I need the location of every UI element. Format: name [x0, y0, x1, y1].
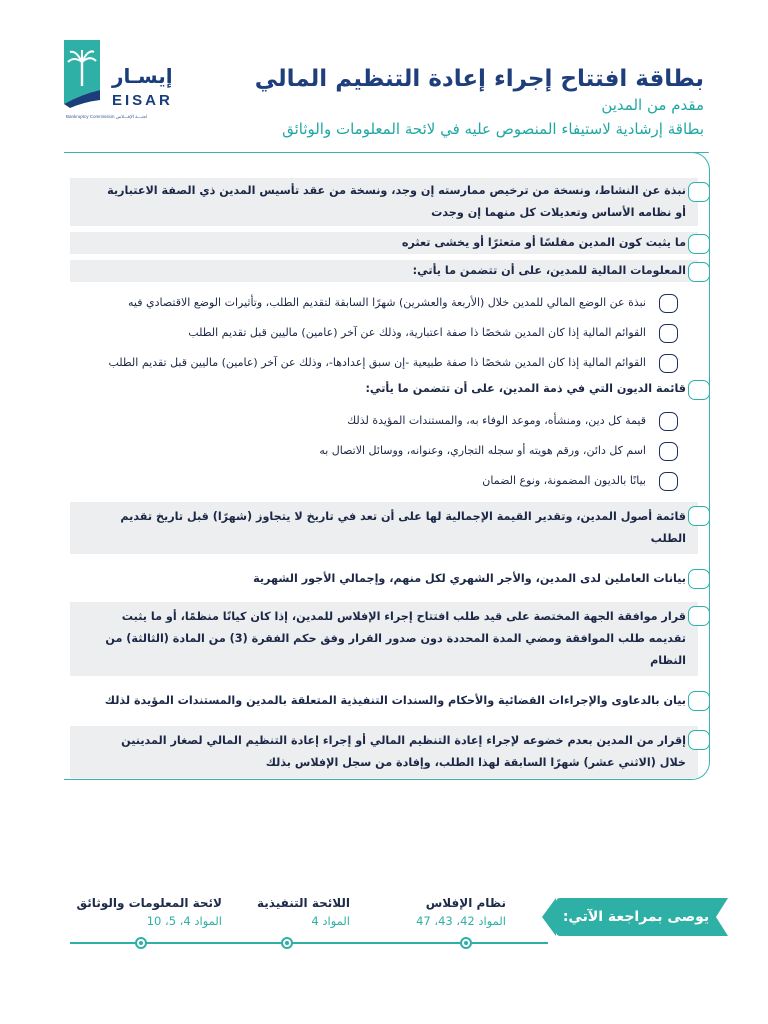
checkbox-icon[interactable] — [688, 262, 710, 282]
checkbox-icon[interactable] — [688, 234, 710, 254]
reference-articles: المواد 4، 5، 10 — [146, 914, 222, 928]
checklist-subitem — [70, 288, 698, 318]
reference-name: نظام الإفلاس — [425, 896, 506, 910]
checkbox-icon[interactable] — [688, 182, 710, 202]
reference-name: لائحة المعلومات والوثائق — [76, 896, 222, 910]
checklist-subitem-text: قيمة كل دين، ومنشأه، وموعد الوفاء به، والمستندات المؤيدة لذلك — [347, 414, 646, 427]
checklist-subitem-text: القوائم المالية إذا كان المدين شخصًا ذا صفة اعتبارية، وذلك عن آخر (عامين) ماليين قبل تقديم الطلب — [188, 326, 646, 339]
checkbox-icon[interactable] — [659, 472, 678, 491]
page-description: بطاقة إرشادية لاستيفاء المنصوص عليه في لائحة المعلومات والوثائق — [282, 120, 704, 138]
checklist-item-text: قائمة الديون التي في ذمة المدين، على أن تتضمن ما يأتي: — [365, 382, 686, 395]
checklist-item — [70, 178, 698, 226]
recommendation-badge: يوصى بمراجعة الآتي: — [556, 898, 716, 936]
logo-subtitle: Bankruptcy Commission لجنـــة الإفـــلاس — [66, 114, 148, 119]
checklist-subitem — [70, 466, 698, 496]
reference-implementing-regulations — [257, 896, 350, 928]
checklist-subitem-text: نبذة عن الوضع المالي للمدين خلال (الأربعة والعشرين) شهرًا السابقة لتقديم الطلب، وتأثيرات الوضع الاقتصادي فيه — [128, 296, 646, 309]
checklist-item-text: قرار موافقة الجهة المختصة على قيد طلب افتتاح إجراء الإفلاس للمدين، إذا كان كيانًا منظمًا، أو ما يثبت تقديمه طلب الموافقة ومضي المدة المحددة دون صدور القرار وفق حكم الفقرة (3) من المادة (الثالثة) من النظام — [105, 610, 686, 667]
checklist-subitem-text: القوائم المالية إذا كان المدين شخصًا ذا صفة طبيعية -إن سبق إعدادها-، وذلك عن آخر (عامين) ماليين قبل تقديم الطلب — [108, 356, 646, 369]
timeline-dot — [135, 937, 147, 949]
checklist-subitem — [70, 348, 698, 378]
checklist-item — [70, 378, 698, 400]
checkbox-icon[interactable] — [659, 294, 678, 313]
checkbox-icon[interactable] — [659, 354, 678, 373]
timeline-dot — [460, 937, 472, 949]
checkbox-icon[interactable] — [688, 606, 710, 626]
checklist-item-text: قائمة أصول المدين، وتقدير القيمة الإجمالية لها على أن تعد في تاريخ لا يتجاوز (شهرًا) قبل تاريخ تقديم الطلب — [120, 510, 686, 545]
checklist-item — [70, 566, 698, 592]
checkbox-icon[interactable] — [688, 380, 710, 400]
checklist-subitem — [70, 436, 698, 466]
checklist-subitem-text: بيانًا بالديون المضمونة، ونوع الضمان — [482, 474, 646, 487]
checklist — [70, 178, 698, 778]
checklist-item — [70, 602, 698, 676]
page-subtitle: مقدم من المدين — [601, 96, 704, 114]
checkbox-icon[interactable] — [659, 442, 678, 461]
checklist-item — [70, 260, 698, 282]
checklist-subitem — [70, 318, 698, 348]
checklist-item — [70, 688, 698, 714]
logo-arabic-text: إيسـار — [112, 64, 173, 88]
checklist-item-text: بيان بالدعاوى والإجراءات القضائية والأحكام والسندات التنفيذية المتعلقة بالمدين والمستندات المؤيدة لذلك — [104, 694, 686, 707]
checkbox-icon[interactable] — [688, 730, 710, 750]
reference-information-regulations — [76, 896, 222, 928]
reference-bankruptcy-law — [416, 896, 506, 928]
timeline-dot — [281, 937, 293, 949]
checklist-subitem-text: اسم كل دائن، ورقم هويته أو سجله التجاري، وعنوانه، ووسائل الاتصال به — [319, 444, 646, 457]
checklist-item — [70, 726, 698, 778]
checkbox-icon[interactable] — [688, 569, 710, 589]
page-title: بطاقة افتتاح إجراء إعادة التنظيم المالي — [254, 66, 704, 92]
checklist-item-text: ما يثبت كون المدين مفلسًا أو متعثرًا أو يخشى تعثره — [401, 236, 686, 249]
checklist-item-text: المعلومات المالية للمدين، على أن تتضمن ما يأتي: — [412, 264, 686, 277]
checkbox-icon[interactable] — [688, 506, 710, 526]
reference-name: اللائحة التنفيذية — [256, 896, 350, 910]
checklist-item-text: نبذة عن النشاط، ونسخة من ترخيص ممارسته إن وجد، ونسخة من عقد تأسيس المدين ذي الصفة الاعتبارية أو نظامه الأساس وتعديلات كل منهما إن وجدت — [107, 184, 686, 219]
checklist-item-text: إقرار من المدين بعدم خضوعه لإجراء إعادة التنظيم المالي أو إجراء إعادة التنظيم المالي لصغار المدينين خلال (الاثني عشر) شهرًا السابقة لهذا الطلب، وإفادة من سجل الإفلاس بذلك — [121, 734, 686, 769]
logo-english-text: EISAR — [112, 92, 173, 109]
checkbox-icon[interactable] — [688, 691, 710, 711]
checklist-subitem — [70, 406, 698, 436]
palm-emblem-icon — [60, 38, 110, 108]
reference-articles: المواد 42، 43، 47 — [416, 914, 506, 928]
checklist-item — [70, 502, 698, 554]
checkbox-icon[interactable] — [659, 324, 678, 343]
reference-articles: المواد 4 — [311, 914, 350, 928]
checklist-item — [70, 232, 698, 254]
checklist-item-text: بيانات العاملين لدى المدين، والأجر الشهري لكل منهم، وإجمالي الأجور الشهرية — [253, 572, 686, 585]
checkbox-icon[interactable] — [659, 412, 678, 431]
